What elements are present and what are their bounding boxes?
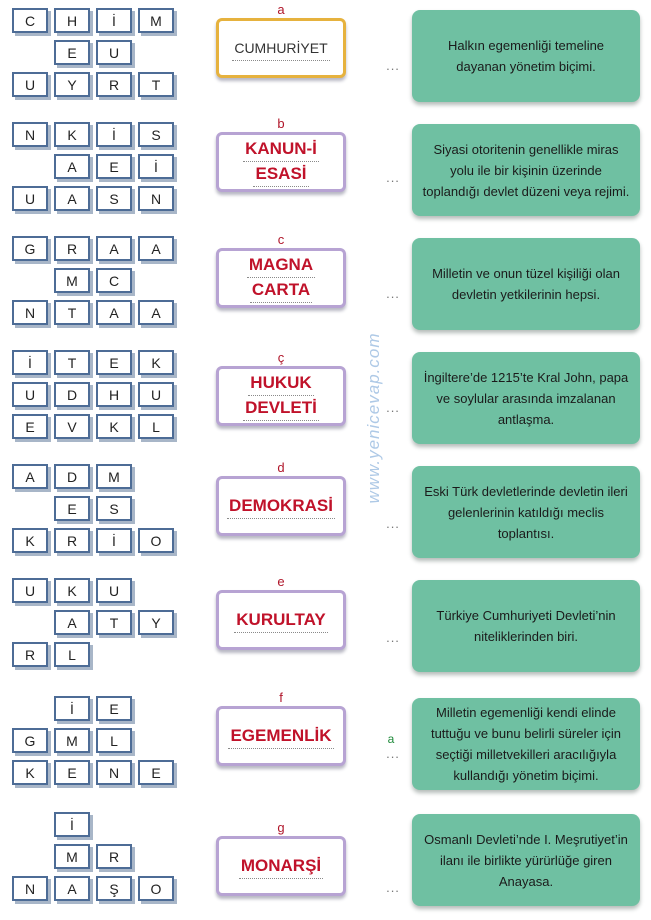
- letter-cell: İ: [96, 528, 132, 553]
- term-card: [216, 132, 346, 192]
- letter-cell: E: [54, 760, 90, 785]
- letter-cell: İ: [54, 812, 90, 837]
- letter-cell: T: [138, 72, 174, 97]
- letter-cell: K: [54, 122, 90, 147]
- letter-cell: U: [12, 186, 48, 211]
- exercise-row: [0, 572, 651, 686]
- letter-grid: [12, 806, 184, 906]
- definition-card: Milletin egemenliği kendi elinde tuttuğu ve bunu belirli süreler için seçtiği milletvekilleri aracılığıyla kullandığı yönetim biçimi.: [412, 698, 640, 790]
- letter-cell: O: [138, 876, 174, 901]
- definition-card: İngiltere’de 1215’te Kral John, papa ve soylular arasında imzalanan antlaşma.: [412, 352, 640, 444]
- answer-blank[interactable]: ...: [386, 516, 400, 531]
- letter-cell: N: [12, 876, 48, 901]
- letter-cell: E: [54, 496, 90, 521]
- term-text: MONARŞİ: [239, 854, 323, 879]
- letter-cell: A: [54, 154, 90, 179]
- answer-blank[interactable]: ...: [386, 400, 400, 415]
- letter-cell: S: [96, 496, 132, 521]
- term-letter: c: [277, 232, 285, 247]
- letter-cell: R: [12, 642, 48, 667]
- letter-cell: U: [96, 40, 132, 65]
- letter-cell: K: [12, 760, 48, 785]
- definition-card: Eski Türk devletlerinde devletin ileri gelenlerinin katıldığı meclis toplantısı.: [412, 466, 640, 558]
- letter-grid: [12, 572, 184, 672]
- answer-blank[interactable]: ...: [386, 286, 400, 301]
- term-card: [216, 248, 346, 308]
- exercise-row: [0, 116, 651, 230]
- letter-cell: E: [96, 696, 132, 721]
- term-letter: g: [277, 820, 285, 835]
- letter-cell: R: [54, 236, 90, 261]
- letter-cell: N: [96, 760, 132, 785]
- letter-cell: G: [12, 236, 48, 261]
- letter-grid: [12, 2, 184, 102]
- letter-cell: T: [54, 300, 90, 325]
- letter-cell: Y: [138, 610, 174, 635]
- letter-cell: R: [96, 72, 132, 97]
- letter-cell: A: [138, 300, 174, 325]
- letter-grid: [12, 458, 184, 558]
- letter-cell: N: [138, 186, 174, 211]
- term-text: DEMOKRASİ: [227, 494, 335, 519]
- letter-cell: L: [138, 414, 174, 439]
- letter-cell: E: [12, 414, 48, 439]
- answer-blank[interactable]: ...: [386, 630, 400, 645]
- term-letter: d: [277, 460, 285, 475]
- letter-cell: İ: [138, 154, 174, 179]
- exercise-row: [0, 806, 651, 920]
- answer-blank[interactable]: ...: [386, 58, 400, 73]
- letter-cell: U: [138, 382, 174, 407]
- term-card: [216, 590, 346, 650]
- letter-cell: A: [54, 186, 90, 211]
- letter-cell: M: [54, 844, 90, 869]
- letter-cell: R: [54, 528, 90, 553]
- letter-cell: K: [96, 414, 132, 439]
- letter-cell: T: [96, 610, 132, 635]
- letter-cell: H: [54, 8, 90, 33]
- definition-card: Halkın egemenliği temeline dayanan yönetim biçimi.: [412, 10, 640, 102]
- term-text: ESASİ: [253, 162, 308, 187]
- exercise-row: [0, 230, 651, 344]
- term-text: EGEMENLİK: [228, 724, 333, 749]
- letter-cell: H: [96, 382, 132, 407]
- letter-grid: [12, 116, 184, 216]
- term-letter: ç: [277, 350, 285, 365]
- letter-cell: A: [96, 236, 132, 261]
- definition-card: Osmanlı Devleti’nde I. Meşrutiyet’in ilanı ile birlikte yürürlüğe giren Anayasa.: [412, 814, 640, 906]
- letter-cell: K: [138, 350, 174, 375]
- letter-cell: S: [138, 122, 174, 147]
- letter-cell: U: [12, 382, 48, 407]
- letter-cell: D: [54, 464, 90, 489]
- letter-cell: N: [12, 122, 48, 147]
- letter-cell: U: [12, 72, 48, 97]
- letter-cell: İ: [96, 122, 132, 147]
- letter-cell: Y: [54, 72, 90, 97]
- letter-cell: D: [54, 382, 90, 407]
- letter-cell: İ: [96, 8, 132, 33]
- letter-cell: R: [96, 844, 132, 869]
- letter-cell: T: [54, 350, 90, 375]
- letter-cell: M: [138, 8, 174, 33]
- letter-cell: E: [96, 350, 132, 375]
- term-card: [216, 18, 346, 78]
- answer-blank[interactable]: ...: [386, 170, 400, 185]
- term-text: CARTA: [250, 278, 312, 303]
- letter-cell: M: [54, 268, 90, 293]
- answer-blank[interactable]: ...: [386, 746, 400, 761]
- letter-cell: K: [54, 578, 90, 603]
- letter-grid: [12, 690, 184, 790]
- term-text: KANUN-İ: [243, 137, 319, 162]
- term-card: [216, 366, 346, 426]
- letter-cell: E: [96, 154, 132, 179]
- exercise-row: [0, 344, 651, 458]
- letter-cell: C: [96, 268, 132, 293]
- term-letter: a: [277, 2, 285, 17]
- term-text: CUMHURİYET: [232, 36, 329, 61]
- letter-cell: A: [96, 300, 132, 325]
- letter-cell: K: [12, 528, 48, 553]
- letter-cell: U: [12, 578, 48, 603]
- letter-cell: M: [54, 728, 90, 753]
- term-text: KURULTAY: [234, 608, 327, 633]
- term-letter: b: [277, 116, 285, 131]
- term-letter: f: [279, 690, 283, 705]
- letter-cell: M: [96, 464, 132, 489]
- letter-cell: A: [138, 236, 174, 261]
- letter-cell: E: [138, 760, 174, 785]
- term-letter: e: [277, 574, 285, 589]
- letter-cell: N: [12, 300, 48, 325]
- term-text: HUKUK: [248, 371, 313, 396]
- letter-grid: [12, 344, 184, 444]
- term-text: DEVLETİ: [243, 396, 319, 421]
- letter-cell: G: [12, 728, 48, 753]
- letter-cell: A: [12, 464, 48, 489]
- exercise-row: [0, 2, 651, 116]
- letter-cell: U: [96, 578, 132, 603]
- letter-cell: E: [54, 40, 90, 65]
- letter-cell: L: [96, 728, 132, 753]
- term-card: [216, 476, 346, 536]
- definition-card: Siyasi otoritenin genellikle miras yolu ile bir kişinin üzerinde toplandığı devlet düzeni veya rejimi.: [412, 124, 640, 216]
- letter-cell: İ: [54, 696, 90, 721]
- letter-cell: A: [54, 876, 90, 901]
- definition-card: Türkiye Cumhuriyeti Devleti’nin niteliklerinden biri.: [412, 580, 640, 672]
- term-card: [216, 836, 346, 896]
- exercise-row: [0, 690, 651, 804]
- letter-cell: Ş: [96, 876, 132, 901]
- exercise-row: [0, 458, 651, 572]
- letter-cell: İ: [12, 350, 48, 375]
- answer-letter: a: [387, 732, 395, 746]
- letter-cell: O: [138, 528, 174, 553]
- letter-cell: L: [54, 642, 90, 667]
- watermark: www.yenicevap.com: [364, 332, 383, 504]
- letter-cell: C: [12, 8, 48, 33]
- letter-grid: [12, 230, 184, 330]
- letter-cell: S: [96, 186, 132, 211]
- letter-cell: V: [54, 414, 90, 439]
- term-card: [216, 706, 346, 766]
- letter-cell: A: [54, 610, 90, 635]
- answer-blank[interactable]: ...: [386, 880, 400, 895]
- definition-card: Milletin ve onun tüzel kişiliği olan devletin yetkilerinin hepsi.: [412, 238, 640, 330]
- term-text: MAGNA: [247, 253, 315, 278]
